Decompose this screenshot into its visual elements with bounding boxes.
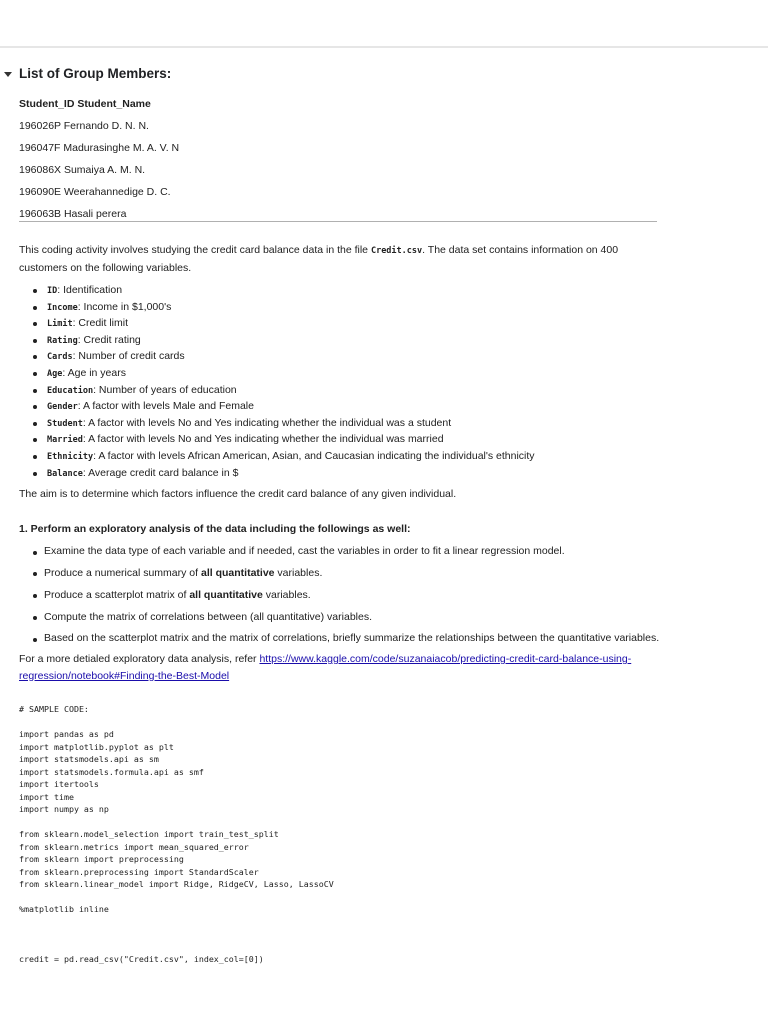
task-item: Compute the matrix of correlations between (all quantitative) variables.: [33, 607, 669, 629]
variables-list: [19, 282, 669, 481]
top-toolbar: [0, 0, 768, 48]
intro-paragraph: This coding activity involves studying the credit card balance data in the file Credit.csv. The data set contains information on 400 customers on the following variables.: [19, 244, 619, 274]
code-line: %matplotlib inline: [19, 904, 109, 914]
code-line: import matplotlib.pyplot as plt: [19, 741, 174, 752]
variable-item: Student: A factor with levels No and Yes indicating whether the individual was a student: [33, 415, 669, 432]
variable-item: Married: A factor with levels No and Yes indicating whether the individual was married: [33, 431, 669, 448]
variable-item: Gender: A factor with levels Male and Female: [33, 398, 669, 415]
code-line: credit = pd.read_csv("Credit.csv", index_col=[0]): [19, 954, 264, 964]
section-header-group-members[interactable]: [4, 66, 171, 81]
task-item: Examine the data type of each variable and if needed, cast the variables in order to fit a linear regression model.: [33, 541, 669, 563]
task-item: Based on the scatterplot matrix and the matrix of correlations, briefly summarize the relationships between the quantitative variables.: [33, 628, 669, 650]
task-item: Produce a numerical summary of all quantitative variables.: [33, 563, 669, 585]
code-line: import pandas as pd: [19, 729, 114, 739]
code-line: [19, 916, 334, 929]
members-header: Student_ID Student_Name: [19, 98, 151, 110]
horizontal-divider: [19, 221, 657, 222]
markdown-cell: [19, 242, 669, 684]
code-line: [19, 928, 334, 941]
task-item: Produce a scatterplot matrix of all quantitative variables.: [33, 585, 669, 607]
code-cell[interactable]: [19, 703, 334, 966]
variable-item: Balance: Average credit card balance in $: [33, 465, 669, 482]
variable-item: ID: Identification: [33, 282, 669, 299]
variable-item: Ethnicity: A factor with levels African American, Asian, and Caucasian indicating the individual's ethnicity: [33, 448, 669, 465]
code-line: [19, 941, 334, 954]
task-list: [19, 541, 669, 650]
variable-item: Cards: Number of credit cards: [33, 348, 669, 365]
code-line: from sklearn import preprocessing: [19, 854, 184, 864]
kaggle-link[interactable]: https://www.kaggle.com/code/suzanaiacob/predicting-credit-card-balance-using-regression/notebook#Finding-the-Best-Model: [19, 653, 632, 682]
refer-paragraph: For a more detialed exploratory data analysis, refer https://www.kaggle.com/code/suzanaiacob/predicting-credit-card-balance-using-regression/notebook#Finding-the-Best-Model: [19, 653, 632, 682]
collapse-caret-icon[interactable]: [4, 72, 12, 77]
code-line: import numpy as np: [19, 804, 109, 814]
aim-paragraph: The aim is to determine which factors influence the credit card balance of any given individual.: [19, 488, 457, 501]
member-row: 196047F Madurasinghe M. A. V. N: [19, 142, 180, 154]
member-row: 196026P Fernando D. N. N.: [19, 120, 149, 132]
member-row: 196090E Weerahannedige D. C.: [19, 186, 171, 198]
task-heading: 1. Perform an exploratory analysis of the data including the followings as well:: [19, 522, 411, 535]
variable-item: Education: Number of years of education: [33, 382, 669, 399]
variable-item: Rating: Credit rating: [33, 332, 669, 349]
code-line: from sklearn.linear_model import Ridge, RidgeCV, Lasso, LassoCV: [19, 879, 334, 889]
variable-item: Income: Income in $1,000's: [33, 299, 669, 316]
code-line: from sklearn.model_selection import train_test_split: [19, 829, 279, 839]
code-line: [19, 716, 334, 729]
member-row: 196086X Sumaiya A. M. N.: [19, 164, 146, 176]
code-line: import time: [19, 791, 74, 802]
group-members-list: [19, 93, 659, 225]
code-line: from sklearn.metrics import mean_squared_error: [19, 841, 249, 852]
code-line: import statsmodels.api as sm: [19, 754, 159, 764]
file-name: Credit.csv: [370, 246, 423, 256]
section-title: List of Group Members:: [19, 66, 172, 81]
code-line: import itertools: [19, 779, 99, 789]
code-line: [19, 891, 334, 904]
code-line: from sklearn.preprocessing import StandardScaler: [19, 866, 259, 877]
code-line: [19, 816, 334, 829]
variable-item: Age: Age in years: [33, 365, 669, 382]
variable-item: Limit: Credit limit: [33, 315, 669, 332]
code-line: import statsmodels.formula.api as smf: [19, 766, 204, 777]
member-row: 196063B Hasali perera: [19, 208, 127, 220]
code-line: # SAMPLE CODE:: [19, 704, 89, 714]
